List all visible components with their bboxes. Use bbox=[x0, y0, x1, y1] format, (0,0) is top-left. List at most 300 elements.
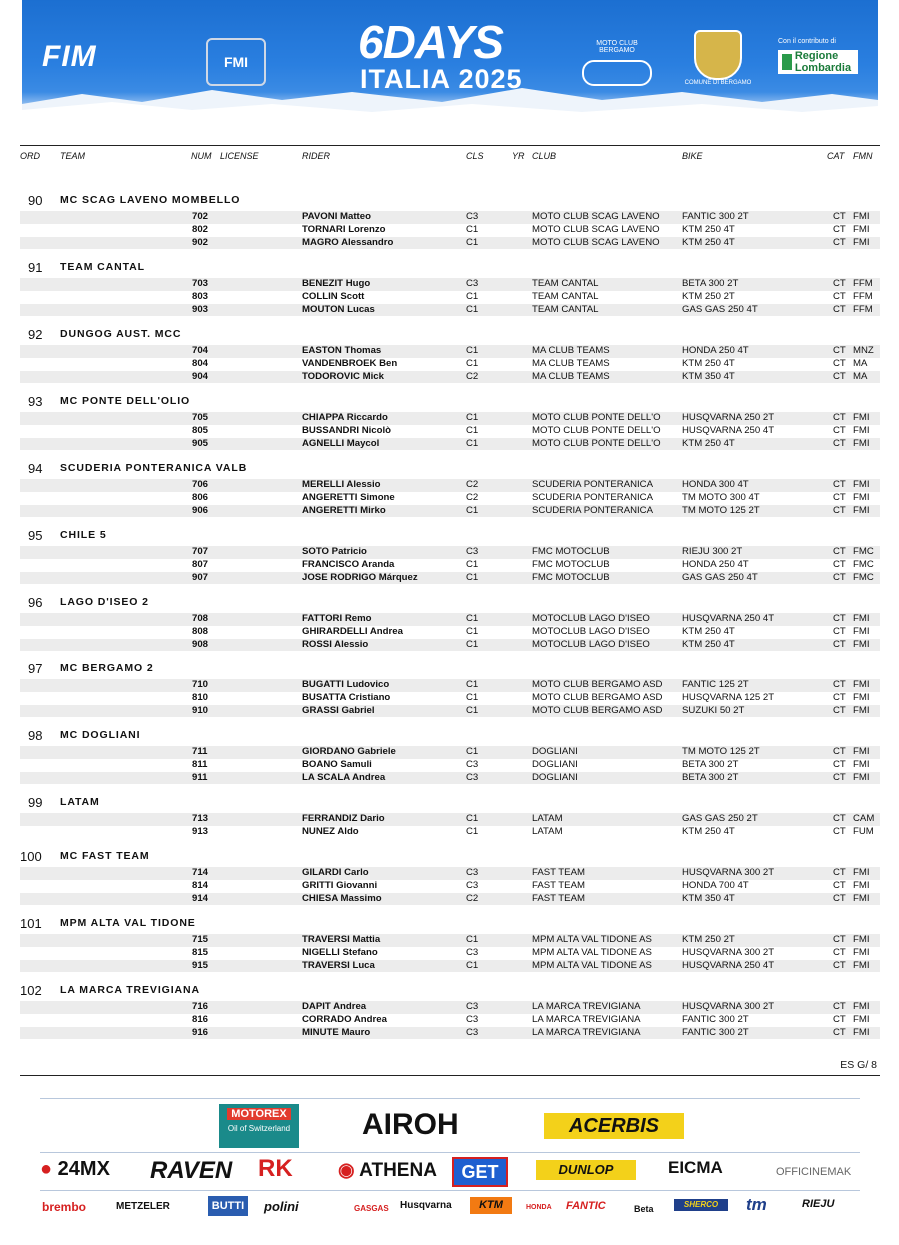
rider-num: 702 bbox=[192, 211, 209, 222]
team-ord: 101 bbox=[20, 916, 42, 931]
rider-bike: HUSQVARNA 300 2T bbox=[682, 946, 775, 958]
rider-name: BUSSANDRI Nicolò bbox=[302, 424, 392, 436]
rider-name: GHIRARDELLI Andrea bbox=[302, 625, 403, 637]
rider-num: 913 bbox=[192, 825, 209, 837]
rider-cat: CT bbox=[833, 357, 846, 369]
rider-club: SCUDERIA PONTERANICA bbox=[532, 491, 654, 503]
rider-cls: C3 bbox=[466, 1013, 479, 1025]
team-block bbox=[20, 193, 880, 249]
table-row bbox=[20, 639, 880, 652]
rider-bike: FANTIC 125 2T bbox=[682, 679, 749, 690]
sponsor-gasgas-logo: GASGAS bbox=[354, 1204, 389, 1213]
athena-icon: ◉ bbox=[338, 1160, 355, 1181]
rider-cls: C1 bbox=[466, 638, 479, 650]
table-row bbox=[20, 947, 880, 960]
sponsor-24mx-name: 24MX bbox=[57, 1158, 110, 1180]
footer-rule bbox=[20, 1075, 880, 1076]
rider-club: LA MARCA TREVIGIANA bbox=[532, 1001, 641, 1012]
rider-num: 804 bbox=[192, 357, 209, 369]
rider-cls: C3 bbox=[466, 211, 479, 222]
rider-fmn: FFM bbox=[853, 290, 873, 302]
rider-cat: CT bbox=[833, 303, 846, 315]
rider-fmn: FFM bbox=[853, 278, 873, 289]
table-row bbox=[20, 492, 880, 505]
rider-cat: CT bbox=[833, 613, 846, 624]
rider-club: MOTOCLUB LAGO D'ISEO bbox=[532, 638, 650, 650]
rider-fmn: FMC bbox=[853, 558, 874, 570]
rider-num: 703 bbox=[192, 278, 209, 289]
table-row bbox=[20, 291, 880, 304]
table-row bbox=[20, 1001, 880, 1014]
rider-cat: CT bbox=[833, 625, 846, 637]
rider-cat: CT bbox=[833, 679, 846, 690]
rider-fmn: FMI bbox=[853, 934, 870, 945]
rider-bike: KTM 250 4T bbox=[682, 357, 735, 369]
rider-club: MOTO CLUB PONTE DELL'O bbox=[532, 437, 661, 449]
table-row bbox=[20, 358, 880, 371]
team-block bbox=[20, 728, 880, 784]
team-name: MC FAST TEAM bbox=[60, 850, 150, 862]
rider-bike: FANTIC 300 2T bbox=[682, 1026, 749, 1038]
rider-num: 805 bbox=[192, 424, 209, 436]
col-bike: BIKE bbox=[682, 151, 703, 161]
rider-num: 705 bbox=[192, 412, 209, 423]
rider-name: FRANCISCO Aranda bbox=[302, 558, 395, 570]
rider-num: 713 bbox=[192, 813, 209, 824]
rider-cat: CT bbox=[833, 934, 846, 945]
event-logo-italia: ITALIA 2025 bbox=[360, 64, 523, 94]
rider-name: TORNARI Lorenzo bbox=[302, 223, 386, 235]
sponsor-fantic-logo: FANTIC bbox=[566, 1200, 606, 1212]
rider-fmn: FMI bbox=[853, 504, 870, 516]
rider-num: 916 bbox=[192, 1026, 209, 1038]
rider-bike: KTM 250 4T bbox=[682, 825, 735, 837]
rider-name: TRAVERSI Luca bbox=[302, 959, 375, 971]
table-row bbox=[20, 934, 880, 947]
rider-num: 803 bbox=[192, 290, 209, 302]
sponsor-acerbis-logo: ACERBIS bbox=[544, 1113, 684, 1139]
sponsor-get-logo: GET bbox=[452, 1157, 508, 1187]
rider-bike: KTM 350 4T bbox=[682, 370, 735, 382]
rider-club: MOTO CLUB SCAG LAVENO bbox=[532, 223, 660, 235]
col-cat: CAT bbox=[827, 151, 845, 161]
team-ord: 99 bbox=[28, 795, 43, 810]
rider-fmn: FMI bbox=[853, 638, 870, 650]
table-row bbox=[20, 626, 880, 639]
table-row bbox=[20, 546, 880, 559]
rider-fmn: FMI bbox=[853, 679, 870, 690]
sponsor-airoh-logo: AIROH bbox=[362, 1108, 459, 1141]
rider-name: MINUTE Mauro bbox=[302, 1026, 371, 1038]
rider-club: MOTOCLUB LAGO D'ISEO bbox=[532, 613, 650, 624]
rider-bike: HUSQVARNA 250 4T bbox=[682, 613, 775, 624]
team-ord: 95 bbox=[28, 528, 43, 543]
sponsor-beta-logo: Beta bbox=[634, 1204, 654, 1214]
col-ord: ORD bbox=[20, 151, 40, 161]
rider-num: 910 bbox=[192, 704, 209, 716]
table-row bbox=[20, 345, 880, 358]
table-row bbox=[20, 371, 880, 384]
col-fmn: FMN bbox=[853, 151, 873, 161]
rider-cls: C3 bbox=[466, 867, 479, 878]
page-number: ES G/ 8 bbox=[840, 1059, 877, 1071]
sponsor-rk-logo: RK bbox=[258, 1155, 293, 1182]
sponsor-divider bbox=[40, 1098, 860, 1099]
team-ord: 92 bbox=[28, 327, 43, 342]
team-ord: 100 bbox=[20, 849, 42, 864]
rider-name: ROSSI Alessio bbox=[302, 638, 369, 650]
rider-bike: BETA 300 2T bbox=[682, 758, 739, 770]
rider-cat: CT bbox=[833, 813, 846, 824]
rider-fmn: FFM bbox=[853, 303, 873, 315]
rider-bike: KTM 250 2T bbox=[682, 934, 735, 945]
rider-name: GRASSI Gabriel bbox=[302, 704, 375, 716]
rider-num: 815 bbox=[192, 946, 209, 958]
sponsor-motorex-sub: Oil of Switzerland bbox=[227, 1124, 291, 1133]
rider-cls: C1 bbox=[466, 825, 479, 837]
rider-club: MA CLUB TEAMS bbox=[532, 357, 610, 369]
rider-fmn: FMC bbox=[853, 571, 874, 583]
table-row bbox=[20, 438, 880, 451]
rider-bike: KTM 350 4T bbox=[682, 892, 735, 904]
rider-bike: TM MOTO 300 4T bbox=[682, 491, 760, 503]
col-num: NUM bbox=[191, 151, 212, 161]
rider-num: 716 bbox=[192, 1001, 209, 1012]
rider-name: EASTON Thomas bbox=[302, 345, 382, 356]
rider-cat: CT bbox=[833, 892, 846, 904]
rider-fmn: FMI bbox=[853, 211, 870, 222]
team-block bbox=[20, 916, 880, 972]
table-row bbox=[20, 893, 880, 906]
rider-cat: CT bbox=[833, 223, 846, 235]
rider-name: BUGATTI Ludovico bbox=[302, 679, 390, 690]
rider-bike: HUSQVARNA 250 4T bbox=[682, 424, 775, 436]
team-block bbox=[20, 849, 880, 905]
rider-club: DOGLIANI bbox=[532, 771, 578, 783]
event-logo-6days: 6DAYS bbox=[358, 16, 503, 68]
col-team: TEAM bbox=[60, 151, 86, 161]
team-block bbox=[20, 661, 880, 717]
rider-fmn: FMI bbox=[853, 746, 870, 757]
col-yr: YR bbox=[512, 151, 525, 161]
comune-label: COMUNE DI BERGAMO bbox=[684, 80, 752, 86]
24mx-icon: ● bbox=[40, 1158, 53, 1180]
rider-bike: HUSQVARNA 250 2T bbox=[682, 412, 775, 423]
rider-fmn: FMI bbox=[853, 424, 870, 436]
sponsor-brembo-logo: brembo bbox=[42, 1200, 87, 1214]
rider-cls: C1 bbox=[466, 959, 479, 971]
rider-num: 808 bbox=[192, 625, 209, 637]
rider-club: FMC MOTOCLUB bbox=[532, 546, 610, 557]
rider-cat: CT bbox=[833, 1013, 846, 1025]
rider-club: DOGLIANI bbox=[532, 758, 578, 770]
rider-cat: CT bbox=[833, 479, 846, 490]
team-block bbox=[20, 260, 880, 316]
team-name: MC SCAG LAVENO MOMBELLO bbox=[60, 194, 241, 206]
col-club: CLUB bbox=[532, 151, 557, 161]
rider-fmn: FMI bbox=[853, 412, 870, 423]
sponsor-butti-logo: BUTTI bbox=[208, 1196, 248, 1216]
fmi-logo: FMI bbox=[206, 38, 266, 86]
rider-cls: C1 bbox=[466, 437, 479, 449]
rider-fmn: MA bbox=[853, 370, 868, 382]
moto-club-bergamo-logo bbox=[582, 40, 652, 86]
rider-bike: HONDA 250 4T bbox=[682, 345, 749, 356]
rider-num: 904 bbox=[192, 370, 209, 382]
rider-fmn: FMI bbox=[853, 704, 870, 716]
rider-name: CORRADO Andrea bbox=[302, 1013, 387, 1025]
rider-cls: C2 bbox=[466, 491, 479, 503]
lombardia-note: Con il contributo di bbox=[778, 38, 836, 45]
rider-name: JOSE RODRIGO Márquez bbox=[302, 571, 418, 583]
team-name: LA MARCA TREVIGIANA bbox=[60, 984, 200, 996]
moto-club-bergamo-label: MOTO CLUB BERGAMO bbox=[596, 40, 638, 54]
rider-name: DAPIT Andrea bbox=[302, 1001, 367, 1012]
rider-club: SCUDERIA PONTERANICA bbox=[532, 479, 654, 490]
rider-cat: CT bbox=[833, 290, 846, 302]
lombardia-rose-icon bbox=[782, 54, 792, 70]
rider-bike: BETA 300 2T bbox=[682, 278, 739, 289]
team-ord: 97 bbox=[28, 661, 43, 676]
rider-bike: KTM 250 4T bbox=[682, 236, 735, 248]
rider-name: PAVONI Matteo bbox=[302, 211, 371, 222]
sponsor-honda-logo: HONDA bbox=[526, 1204, 552, 1211]
table-row bbox=[20, 759, 880, 772]
rider-cls: C3 bbox=[466, 758, 479, 770]
rider-num: 807 bbox=[192, 558, 209, 570]
team-ord: 96 bbox=[28, 595, 43, 610]
rider-num: 911 bbox=[192, 771, 208, 783]
team-ord: 90 bbox=[28, 193, 43, 208]
team-name: DUNGOG AUST. MCC bbox=[60, 328, 182, 340]
rider-bike: GAS GAS 250 4T bbox=[682, 303, 758, 315]
rider-cls: C2 bbox=[466, 892, 479, 904]
rider-fmn: FMI bbox=[853, 613, 870, 624]
rider-cls: C1 bbox=[466, 613, 479, 624]
header-rule bbox=[20, 145, 880, 146]
sponsor-motorex-logo bbox=[219, 1104, 299, 1148]
rider-club: FMC MOTOCLUB bbox=[532, 558, 610, 570]
rider-num: 710 bbox=[192, 679, 209, 690]
rider-bike: HUSQVARNA 300 2T bbox=[682, 867, 775, 878]
rider-num: 907 bbox=[192, 571, 209, 583]
rider-name: SOTO Patricio bbox=[302, 546, 367, 557]
rider-cat: CT bbox=[833, 412, 846, 423]
rider-name: BOANO Samuli bbox=[302, 758, 372, 770]
rider-num: 707 bbox=[192, 546, 209, 557]
rider-cat: CT bbox=[833, 424, 846, 436]
rider-cls: C1 bbox=[466, 571, 479, 583]
rider-cat: CT bbox=[833, 704, 846, 716]
rider-cls: C1 bbox=[466, 746, 479, 757]
rider-club: SCUDERIA PONTERANICA bbox=[532, 504, 654, 516]
team-name: TEAM CANTAL bbox=[60, 261, 145, 273]
rider-name: GILARDI Carlo bbox=[302, 867, 369, 878]
team-name: MC PONTE DELL'OLIO bbox=[60, 395, 191, 407]
sponsor-rieju-logo: RIEJU bbox=[802, 1198, 835, 1210]
rider-name: AGNELLI Maycol bbox=[302, 437, 380, 449]
rider-num: 811 bbox=[192, 758, 208, 770]
table-row bbox=[20, 572, 880, 585]
rider-name: MAGRO Alessandro bbox=[302, 236, 394, 248]
rider-cat: CT bbox=[833, 1001, 846, 1012]
rider-club: LATAM bbox=[532, 825, 563, 837]
rider-fmn: FMI bbox=[853, 1013, 870, 1025]
team-block bbox=[20, 394, 880, 450]
rider-fmn: FMI bbox=[853, 491, 870, 503]
rider-fmn: CAM bbox=[853, 813, 875, 824]
sponsor-husqvarna-logo: Husqvarna bbox=[400, 1200, 452, 1211]
rider-fmn: FMI bbox=[853, 1026, 870, 1038]
sponsor-athena-logo bbox=[338, 1159, 437, 1182]
rider-fmn: FMI bbox=[853, 223, 870, 235]
rider-name: GRITTI Giovanni bbox=[302, 879, 378, 891]
rider-num: 814 bbox=[192, 879, 209, 891]
rider-fmn: FMI bbox=[853, 867, 870, 878]
team-block bbox=[20, 595, 880, 651]
sponsor-athena-name: ATHENA bbox=[359, 1160, 437, 1181]
rider-club: MOTO CLUB BERGAMO ASD bbox=[532, 704, 663, 716]
rider-bike: KTM 250 2T bbox=[682, 290, 735, 302]
rider-fmn: FMI bbox=[853, 758, 870, 770]
rider-club: LA MARCA TREVIGIANA bbox=[532, 1013, 641, 1025]
rider-club: MA CLUB TEAMS bbox=[532, 345, 610, 356]
rider-bike: KTM 250 4T bbox=[682, 625, 735, 637]
rider-club: MPM ALTA VAL TIDONE AS bbox=[532, 959, 652, 971]
event-banner bbox=[22, 0, 878, 118]
fim-logo: FIM bbox=[42, 40, 97, 73]
rider-num: 711 bbox=[192, 746, 208, 757]
rider-name: NIGELLI Stefano bbox=[302, 946, 378, 958]
wings-icon bbox=[582, 60, 652, 86]
table-row bbox=[20, 425, 880, 438]
rider-fmn: FMI bbox=[853, 479, 870, 490]
sponsor-ktm-logo: KTM bbox=[470, 1197, 512, 1214]
rider-cls: C1 bbox=[466, 625, 479, 637]
rider-cls: C2 bbox=[466, 370, 479, 382]
rider-num: 810 bbox=[192, 691, 209, 703]
rider-cat: CT bbox=[833, 236, 846, 248]
rider-bike: RIEJU 300 2T bbox=[682, 546, 743, 557]
rider-num: 708 bbox=[192, 613, 209, 624]
table-row bbox=[20, 505, 880, 518]
rider-bike: KTM 250 4T bbox=[682, 638, 735, 650]
rider-cls: C1 bbox=[466, 290, 479, 302]
team-block bbox=[20, 528, 880, 584]
team-name: MC DOGLIANI bbox=[60, 729, 141, 741]
rider-name: BUSATTA Cristiano bbox=[302, 691, 391, 703]
table-row bbox=[20, 412, 880, 425]
rider-bike: SUZUKI 50 2T bbox=[682, 704, 745, 716]
rider-name: GIORDANO Gabriele bbox=[302, 746, 396, 757]
table-row bbox=[20, 479, 880, 492]
rider-fmn: FMI bbox=[853, 959, 870, 971]
team-ord: 91 bbox=[28, 260, 43, 275]
rider-num: 915 bbox=[192, 959, 209, 971]
sponsor-metzeler-logo: METZELER bbox=[116, 1201, 170, 1212]
rider-cls: C2 bbox=[466, 479, 479, 490]
col-rider: RIDER bbox=[302, 151, 331, 161]
rider-bike: KTM 250 4T bbox=[682, 437, 735, 449]
table-row bbox=[20, 679, 880, 692]
team-name: CHILE 5 bbox=[60, 529, 107, 541]
sponsor-motorex-name: MOTOREX bbox=[227, 1108, 291, 1120]
team-name: LATAM bbox=[60, 796, 100, 808]
rider-cat: CT bbox=[833, 278, 846, 289]
table-row bbox=[20, 1014, 880, 1027]
rider-fmn: FMI bbox=[853, 437, 870, 449]
col-license: LICENSE bbox=[220, 151, 259, 161]
sponsor-divider bbox=[40, 1152, 860, 1153]
sponsor-tm-logo: tm bbox=[746, 1195, 767, 1214]
rider-club: MOTO CLUB BERGAMO ASD bbox=[532, 691, 663, 703]
rider-cls: C3 bbox=[466, 1001, 479, 1012]
rider-club: MPM ALTA VAL TIDONE AS bbox=[532, 934, 652, 945]
rider-cls: C1 bbox=[466, 345, 479, 356]
table-row bbox=[20, 813, 880, 826]
rider-bike: HUSQVARNA 250 4T bbox=[682, 959, 775, 971]
rider-bike: HONDA 700 4T bbox=[682, 879, 749, 891]
rider-num: 704 bbox=[192, 345, 209, 356]
rider-club: TEAM CANTAL bbox=[532, 278, 599, 289]
team-ord: 98 bbox=[28, 728, 43, 743]
table-row bbox=[20, 211, 880, 224]
rider-num: 714 bbox=[192, 867, 209, 878]
rider-num: 715 bbox=[192, 934, 209, 945]
rider-name: TRAVERSI Mattia bbox=[302, 934, 381, 945]
rider-fmn: FMI bbox=[853, 946, 870, 958]
rider-fmn: FMI bbox=[853, 236, 870, 248]
rider-cls: C3 bbox=[466, 879, 479, 891]
rider-bike: TM MOTO 125 2T bbox=[682, 504, 760, 516]
rider-club: MA CLUB TEAMS bbox=[532, 370, 610, 382]
rider-cat: CT bbox=[833, 211, 846, 222]
rider-cls: C1 bbox=[466, 813, 479, 824]
rider-club: MOTO CLUB PONTE DELL'O bbox=[532, 412, 661, 423]
rider-name: CHIESA Massimo bbox=[302, 892, 382, 904]
rider-cat: CT bbox=[833, 867, 846, 878]
rider-name: TODOROVIC Mick bbox=[302, 370, 384, 382]
rider-club: FAST TEAM bbox=[532, 892, 585, 904]
rider-name: BENEZIT Hugo bbox=[302, 278, 371, 289]
team-ord: 93 bbox=[28, 394, 43, 409]
sponsor-24mx-logo bbox=[40, 1158, 110, 1181]
rider-cls: C1 bbox=[466, 704, 479, 716]
rider-num: 902 bbox=[192, 236, 209, 248]
rider-club: MOTO CLUB SCAG LAVENO bbox=[532, 211, 660, 222]
rider-cat: CT bbox=[833, 691, 846, 703]
table-row bbox=[20, 237, 880, 250]
rider-bike: KTM 250 4T bbox=[682, 223, 735, 235]
table-row bbox=[20, 278, 880, 291]
rider-club: FAST TEAM bbox=[532, 879, 585, 891]
sponsor-polini-logo: polini bbox=[264, 1199, 299, 1214]
rider-bike: TM MOTO 125 2T bbox=[682, 746, 760, 757]
rider-num: 802 bbox=[192, 223, 209, 235]
rider-cls: C1 bbox=[466, 691, 479, 703]
rider-num: 906 bbox=[192, 504, 209, 516]
table-row bbox=[20, 960, 880, 973]
rider-cat: CT bbox=[833, 879, 846, 891]
rider-club: LA MARCA TREVIGIANA bbox=[532, 1026, 641, 1038]
rider-cat: CT bbox=[833, 345, 846, 356]
rider-fmn: FMI bbox=[853, 771, 870, 783]
rider-name: LA SCALA Andrea bbox=[302, 771, 386, 783]
rider-club: MOTO CLUB PONTE DELL'O bbox=[532, 424, 661, 436]
rider-club: MOTO CLUB BERGAMO ASD bbox=[532, 679, 663, 690]
rider-num: 905 bbox=[192, 437, 209, 449]
rider-bike: FANTIC 300 2T bbox=[682, 211, 749, 222]
